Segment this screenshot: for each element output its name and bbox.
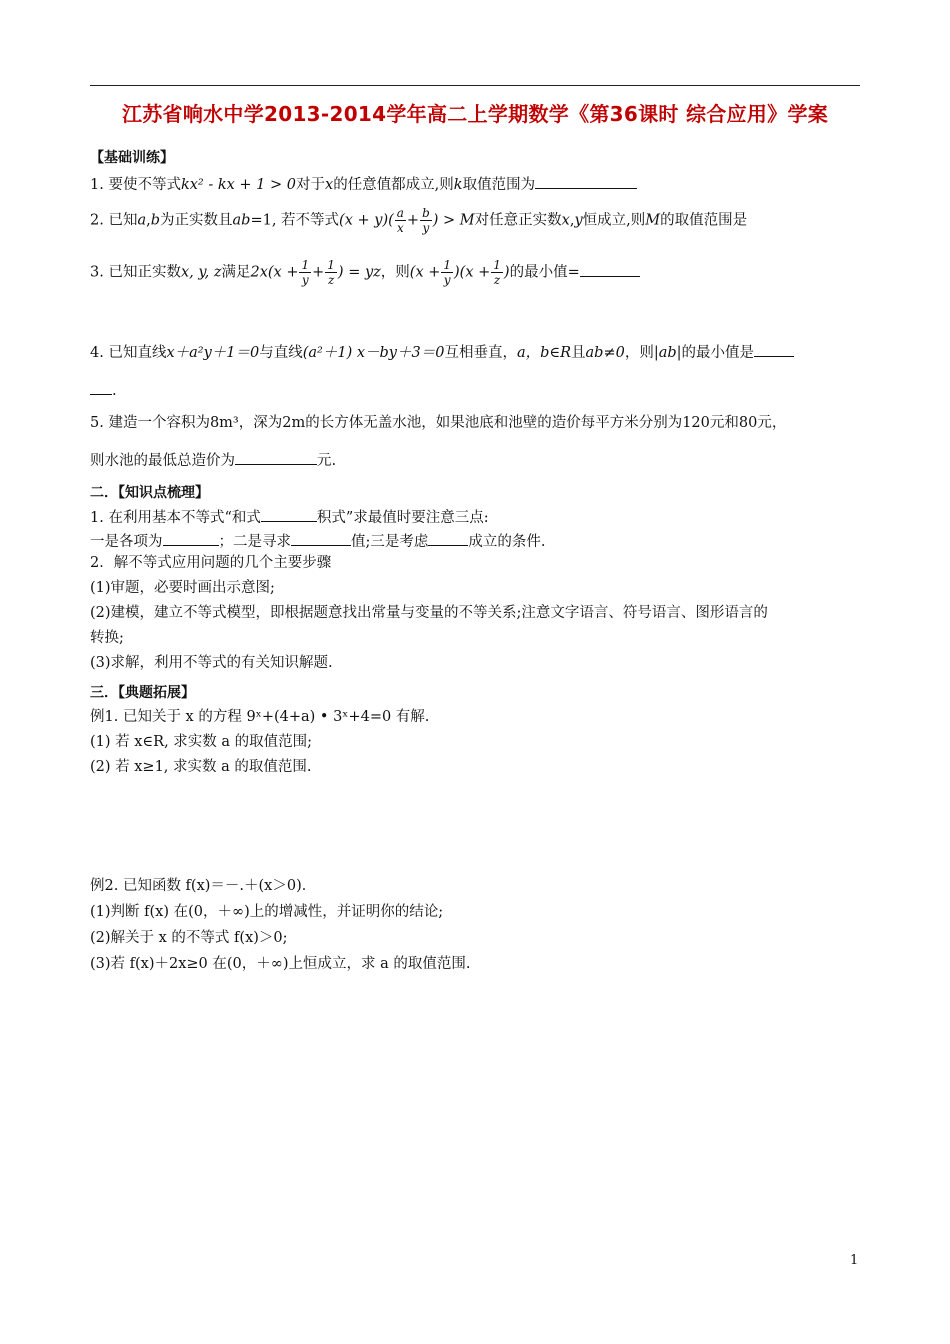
example-2-part-2: (2)解关于 x 的不等式 f(x)＞0; bbox=[90, 930, 288, 946]
q4-expr1: x＋a²y＋1＝0 bbox=[166, 345, 260, 361]
header-rule bbox=[90, 85, 860, 86]
q3-f3-den: y bbox=[443, 273, 451, 287]
question-3 bbox=[90, 258, 640, 287]
q2-var-a: a bbox=[137, 212, 147, 229]
q2-text-g: 恒成立,则 bbox=[582, 212, 646, 229]
q4-expr4: ab≠0 bbox=[585, 345, 625, 361]
q3-fraction-2 bbox=[325, 258, 337, 287]
q3-expr2: ) = yz bbox=[337, 264, 381, 281]
q2-frac2-num: b bbox=[422, 206, 430, 220]
q4-expr5: |ab| bbox=[653, 345, 682, 361]
q3-f1-den: y bbox=[301, 273, 309, 287]
q2-var-b: b bbox=[150, 212, 161, 229]
q2-text-d: =1, 若不等式 bbox=[250, 212, 340, 229]
q3-expr1: 2x(x + bbox=[250, 264, 299, 281]
q2-comma: , bbox=[146, 212, 151, 229]
q4-text-c: 互相垂直， bbox=[444, 345, 517, 361]
knowledge-point-2: 2．解不等式应用问题的几个主要步骤 bbox=[90, 555, 332, 571]
q3-f3-num: 1 bbox=[443, 258, 452, 272]
q2-fraction-b-over-y bbox=[420, 206, 432, 235]
q2-text-c: 为正实数且 bbox=[160, 212, 233, 229]
q1-var-x: x bbox=[325, 177, 334, 193]
q3-text-a: 3. 已知正实数 bbox=[90, 264, 181, 281]
q5-answer-blank bbox=[235, 450, 317, 465]
q2-expr-open: (x + y)( bbox=[339, 212, 394, 229]
kp1d-blank-3 bbox=[428, 531, 468, 546]
example-1-part-1: (1) 若 x∈R, 求实数 a 的取值范围; bbox=[90, 734, 313, 750]
q4-text-d: 且 bbox=[571, 345, 586, 361]
section-heading-examples: 三．【典题拓展】 bbox=[90, 685, 195, 701]
page-number: 1 bbox=[850, 1253, 859, 1268]
q1-text-a: 1. 要使不等式 bbox=[90, 177, 181, 193]
q5-text-b: 则水池的最低总造价为 bbox=[90, 453, 235, 469]
q3-expr3: (x + bbox=[409, 264, 441, 281]
q3-fraction-3 bbox=[441, 258, 453, 287]
q2-frac1-den: x bbox=[396, 221, 404, 235]
kp1d-text-a: 一是各项为 bbox=[90, 534, 163, 550]
question-1 bbox=[90, 174, 637, 195]
q2-text-h: 的取值范围是 bbox=[660, 212, 748, 229]
kp1d-text-c: 值;三是考虑 bbox=[351, 534, 429, 550]
example-2: 例2. 已知函数 f(x)＝－.＋(x＞0)． bbox=[90, 878, 317, 894]
example-2-part-3: (3)若 f(x)＋2x≥0 在(0，＋∞)上恒成立，求 a 的取值范围. bbox=[90, 956, 471, 972]
q3-f2-den: z bbox=[327, 273, 335, 287]
q3-f4-den: z bbox=[493, 273, 501, 287]
q3-fraction-4 bbox=[491, 258, 503, 287]
q2-var-x: x bbox=[561, 212, 570, 229]
q2-expr-ab: ab bbox=[232, 212, 251, 229]
q2-text-a: 2. 已知 bbox=[90, 212, 138, 229]
q4-expr2: (a²＋1) x－by＋3＝0 bbox=[302, 345, 445, 361]
q3-expr5: ) bbox=[503, 264, 510, 281]
q2-fraction-a-over-x bbox=[395, 206, 406, 235]
q4-answer-blank-cont bbox=[90, 380, 112, 395]
q1-text-c: 的任意值都成立,则 bbox=[333, 177, 454, 193]
q4-text-e: ，则 bbox=[624, 345, 654, 361]
q3-f2-num: 1 bbox=[327, 258, 335, 272]
document-title: 江苏省响水中学2013-2014学年高二上学期数学《第36课时 综合应用》学案 bbox=[121, 102, 829, 126]
q2-comma2: , bbox=[569, 212, 575, 229]
step-3: (3)求解，利用不等式的有关知识解题. bbox=[90, 655, 333, 671]
q4-period: . bbox=[112, 383, 117, 399]
q4-expr3: a，b∈R bbox=[516, 345, 572, 361]
kp1d-blank-2 bbox=[291, 531, 351, 546]
question-5: 5. 建造一个容积为8m³，深为2m的长方体无盖水池，如果池底和池壁的造价每平方米分别为120元和80元， bbox=[90, 415, 787, 431]
kp1d-text-d: 成立的条件. bbox=[468, 534, 546, 550]
q1-text-d: 取值范围为 bbox=[462, 177, 536, 193]
question-5-cont bbox=[90, 450, 336, 471]
q3-expr4: )(x + bbox=[454, 264, 491, 281]
q4-text-f: 的最小值是 bbox=[681, 345, 755, 361]
step-1: (1)审题，必要时画出示意图; bbox=[90, 580, 275, 596]
kp1d-blank-1 bbox=[163, 531, 219, 546]
q3-plus: + bbox=[312, 264, 325, 281]
example-1-part-2: (2) 若 x≥1, 求实数 a 的取值范围. bbox=[90, 759, 312, 775]
example-2-part-1: (1)判断 f(x) 在(0，＋∞)上的增减性，并证明你的结论; bbox=[90, 904, 444, 920]
knowledge-point-1-detail bbox=[90, 531, 546, 552]
example-1: 例1. 已知关于 x 的方程 9ˣ+(4+a) • 3ˣ+4=0 有解. bbox=[90, 709, 430, 725]
knowledge-point-1 bbox=[90, 507, 489, 528]
q2-var-M: M bbox=[645, 212, 661, 229]
q3-text-d: 的最小值= bbox=[509, 264, 580, 281]
question-4 bbox=[90, 342, 794, 363]
q3-fraction-1 bbox=[299, 258, 311, 287]
kp1-text-b: 积式”求最值时要注意三点: bbox=[316, 510, 489, 526]
step-2-cont: 转换; bbox=[90, 630, 124, 646]
q1-text-b: 对于 bbox=[296, 177, 325, 193]
q2-text-e: 对任意正实数 bbox=[474, 212, 562, 229]
section-heading-basic-training: 【基础训练】 bbox=[90, 150, 174, 166]
q3-text-c: ，则 bbox=[380, 264, 410, 281]
kp1-blank bbox=[261, 507, 317, 522]
q3-f1-num: 1 bbox=[301, 258, 310, 272]
q5-text-c: 元. bbox=[317, 453, 337, 469]
kp1d-text-b: ；二是寻求 bbox=[218, 534, 291, 550]
step-2: (2)建模，建立不等式模型，即根据题意找出常量与变量的不等关系;注意文字语言、符号语言、图形语言的 bbox=[90, 605, 768, 621]
q3-answer-blank bbox=[580, 262, 640, 277]
q4-text-b: 与直线 bbox=[259, 345, 303, 361]
q3-f4-num: 1 bbox=[493, 258, 501, 272]
q2-var-y: y bbox=[574, 212, 583, 229]
q1-expr: kx² - kx + 1 > 0 bbox=[180, 177, 296, 193]
q3-text-b: 满足 bbox=[221, 264, 251, 281]
q2-frac2-den: y bbox=[422, 221, 430, 235]
section-heading-knowledge: 二．【知识点梳理】 bbox=[90, 485, 209, 501]
q1-answer-blank bbox=[535, 174, 637, 189]
q4-answer-blank bbox=[754, 342, 794, 357]
q2-frac1-num: a bbox=[396, 206, 404, 220]
q4-text-a: 4. 已知直线 bbox=[90, 345, 167, 361]
q3-vars: x, y, z bbox=[180, 264, 222, 281]
kp1-text-a: 1. 在利用基本不等式“和式 bbox=[90, 510, 261, 526]
q2-expr-close: ) > M bbox=[432, 212, 475, 229]
question-2 bbox=[90, 206, 747, 235]
question-4-cont bbox=[90, 380, 117, 401]
q1-var-k: k bbox=[453, 177, 463, 193]
q2-plus: + bbox=[406, 212, 420, 229]
